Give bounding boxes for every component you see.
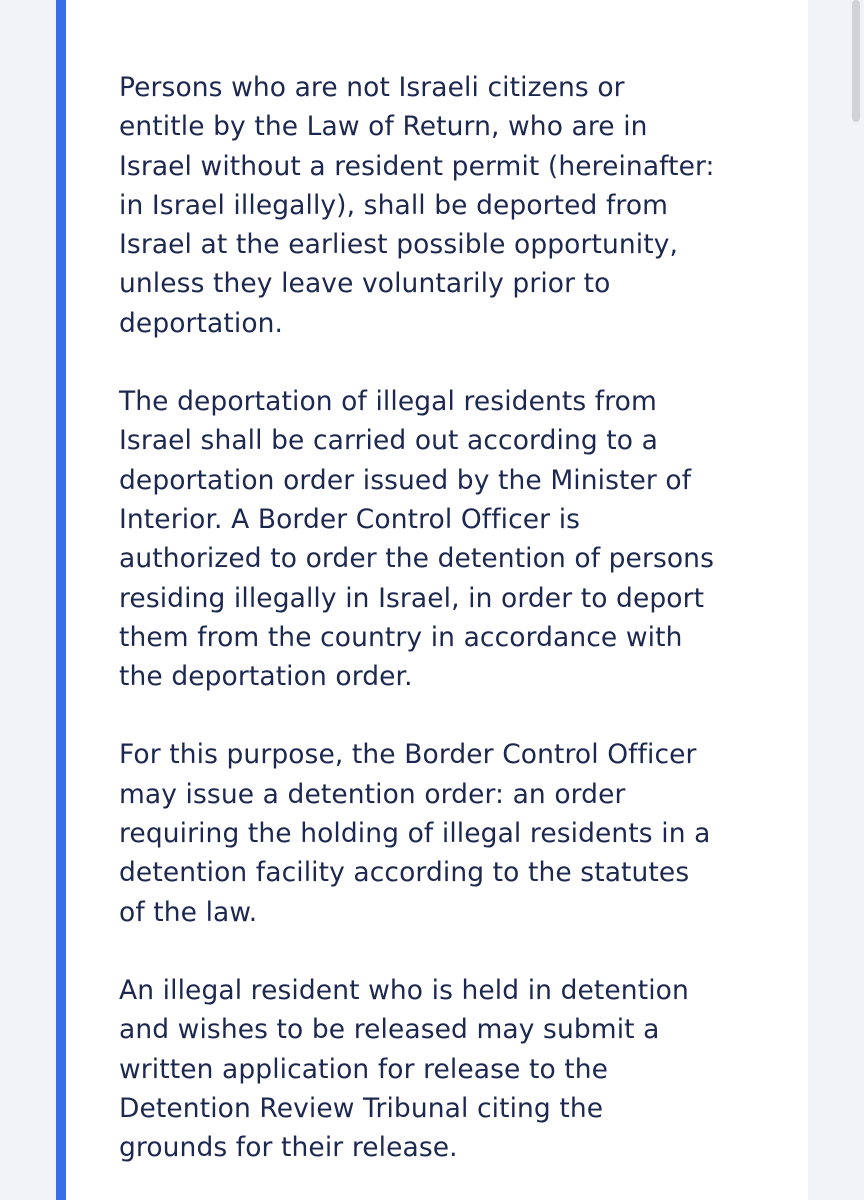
paragraph-release-application: An illegal resident who is held in detention and wishes to be released may submit a written application for release to the Detention Review Tribunal citing the grounds for their release. [119,974,689,1164]
paragraph-deportation-rule: Persons who are not Israeli citizens or entitle by the Law of Return, who are in Israel without a resident permit (hereinafter: in Israel illegally), shall be deported from Israel at the earliest possible opportunity, unless they leave voluntarily prior to deportation. [119,72,715,339]
quote-text [119,68,779,1200]
paragraph-deportation-order: The deportation of illegal residents from Israel shall be carried out according to a deportation order issued by the Minister of Interior. A Border Control Officer is authorized to order the detention of persons residing illegally in Israel, in order to deport them from the country in accordance with the deportation order. [119,386,714,693]
scrollbar-thumb[interactable] [852,0,860,122]
paragraph-detention-order: For this purpose, the Border Control Officer may issue a detention order: an order requiring the holding of illegal residents in a detention facility according to the statutes of the law. [119,739,711,928]
quote-accent-bar [56,0,66,1200]
scrollbar[interactable] [848,0,864,1200]
